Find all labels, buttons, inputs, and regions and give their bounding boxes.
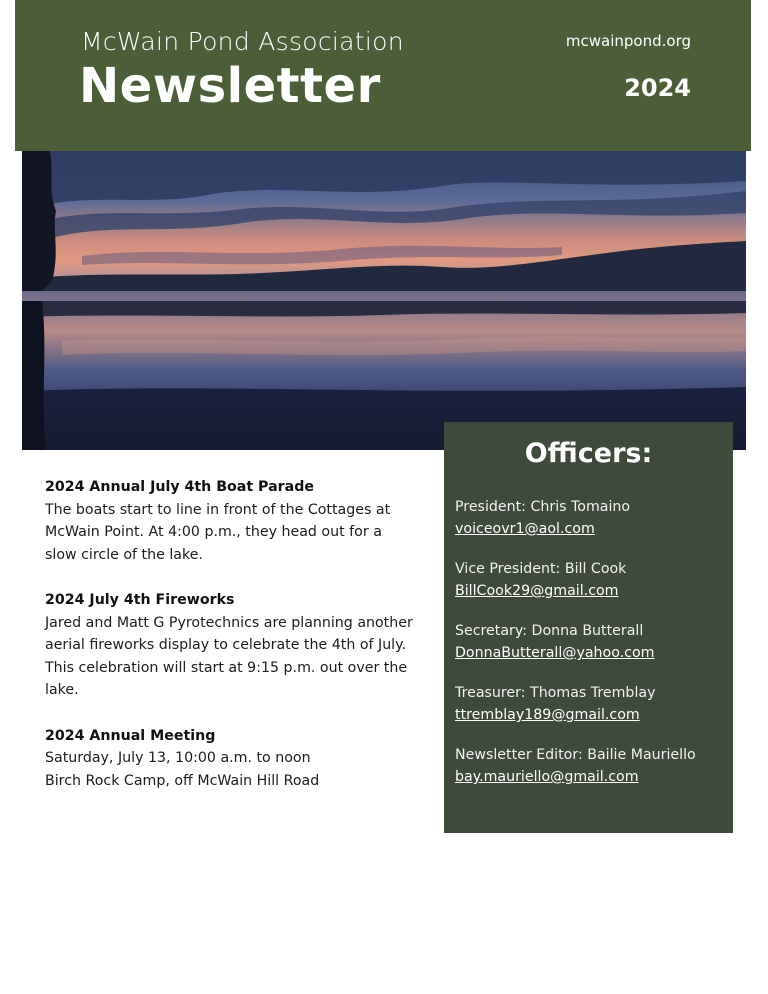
officer-vice-president bbox=[455, 559, 722, 602]
event-body: The boats start to line in front of the Cottages at McWain Point. At 4:00 p.m., they head out for a slow circle of the lake. bbox=[45, 501, 391, 563]
officer-email-link[interactable]: DonnaButterall@yahoo.com bbox=[455, 645, 655, 661]
officer-email-link[interactable]: BillCook29@gmail.com bbox=[455, 583, 619, 599]
event-body: Jared and Matt G Pyrotechnics are planning another aerial fireworks display to celebrate the 4th of July. This celebration will start at 9:15 p.m. out over the lake. bbox=[45, 614, 413, 698]
event-date: Saturday, July 13, 10:00 a.m. to noon bbox=[45, 750, 311, 766]
officer-role-name: Secretary: Donna Butterall bbox=[455, 623, 644, 639]
officer-role-name: President: Chris Tomaino bbox=[455, 499, 631, 515]
event-title: 2024 Annual Meeting bbox=[45, 727, 216, 744]
org-name: McWain Pond Association bbox=[81, 27, 404, 56]
officers-title: Officers: bbox=[524, 438, 653, 469]
event-title: 2024 July 4th Fireworks bbox=[45, 592, 235, 608]
event-annual-meeting bbox=[45, 725, 415, 793]
officer-email-link[interactable]: ttremblay189@gmail.com bbox=[455, 707, 640, 723]
event-boat-parade bbox=[45, 476, 415, 566]
officer-secretary bbox=[455, 621, 722, 664]
newsletter-year: 2024 bbox=[624, 74, 691, 102]
officer-email-link[interactable]: bay.mauriello@gmail.com bbox=[455, 769, 639, 785]
officer-email-link[interactable]: voiceovr1@aol.com bbox=[455, 521, 595, 537]
officer-role-name: Treasurer: Thomas Tremblay bbox=[455, 685, 656, 701]
event-location: Birch Rock Camp, off McWain Hill Road bbox=[45, 772, 320, 789]
officer-role-name: Newsletter Editor: Bailie Mauriello bbox=[455, 747, 696, 763]
officer-president bbox=[455, 497, 722, 540]
newsletter-header bbox=[15, 0, 751, 151]
officers-panel bbox=[444, 422, 733, 833]
event-title: 2024 Annual July 4th Boat Parade bbox=[45, 479, 315, 495]
officer-treasurer bbox=[455, 683, 722, 726]
events-column bbox=[45, 476, 415, 815]
newsletter-title: Newsletter bbox=[79, 58, 381, 114]
event-fireworks bbox=[45, 589, 415, 702]
officer-newsletter-editor bbox=[455, 745, 722, 788]
website-link[interactable]: mcwainpond.org bbox=[565, 32, 691, 50]
lake-sunset-photo bbox=[22, 151, 746, 450]
lake-sunset-illustration bbox=[22, 151, 746, 450]
officer-role-name: Vice President: Bill Cook bbox=[455, 561, 627, 577]
